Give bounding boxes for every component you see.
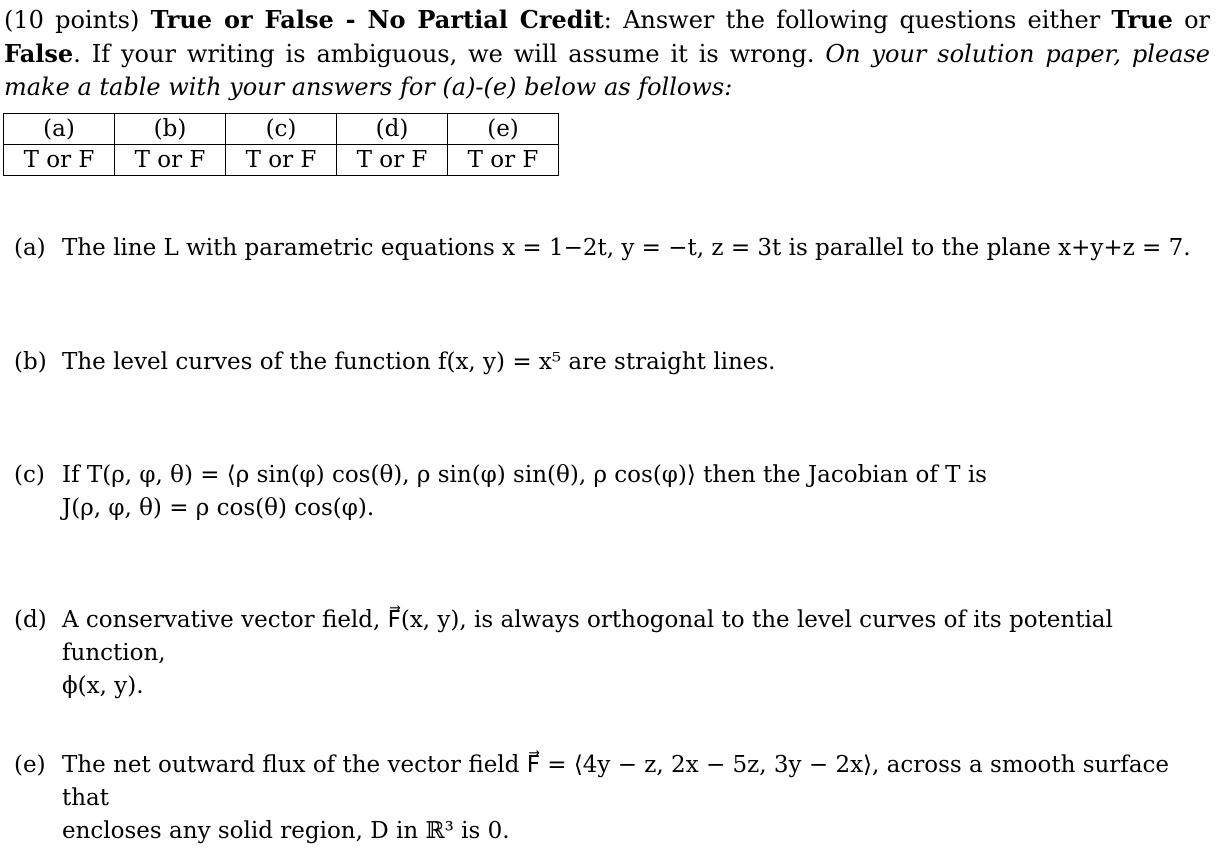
true-keyword: True [1111, 5, 1173, 34]
question-d [14, 604, 1206, 703]
instructions-paragraph [4, 3, 1210, 104]
question-text-continued: ϕ(x, y). [62, 673, 144, 699]
question-label: (c) [14, 462, 45, 488]
ambiguity-warning: . If your writing is ambiguous, we will assume it is wrong. [73, 40, 815, 68]
answer-table-cell: T or F [448, 145, 559, 176]
answer-table-cell: T or F [4, 145, 115, 176]
table-instructions: On your solution paper, please make a table with your answers for (a)-(e) below as follows: [4, 40, 1210, 101]
question-label: (b) [14, 349, 47, 375]
answer-table-header: (e) [448, 114, 559, 145]
section-title: True or False - No Partial Credit [150, 5, 604, 34]
answer-table-cell: T or F [337, 145, 448, 176]
answer-table-header: (c) [226, 114, 337, 145]
question-c [14, 459, 1206, 525]
question-text: The net outward flux of the vector field F⃗ = ⟨4y − z, 2x − 5z, 3y − 2x⟩, across a smooth surface that [62, 752, 1170, 811]
question-e [14, 749, 1206, 848]
false-keyword: False [4, 39, 74, 68]
answer-table [3, 113, 559, 176]
question-a [14, 232, 1206, 265]
answer-table-header: (a) [4, 114, 115, 145]
question-text: A conservative vector field, F⃗(x, y), is always orthogonal to the level curves of its potential function, [62, 607, 1113, 666]
answer-table-cell: T or F [115, 145, 226, 176]
instructions-text: : Answer the following questions either [603, 6, 1112, 34]
answer-table-cell: T or F [226, 145, 337, 176]
question-text-continued: encloses any solid region, D in ℝ³ is 0. [62, 818, 510, 844]
question-text: The line L with parametric equations x = 1−2t, y = −t, z = 3t is parallel to the plane x+y+z = 7. [62, 235, 1191, 261]
answer-table-header: (d) [337, 114, 448, 145]
question-text: If T(ρ, φ, θ) = ⟨ρ sin(φ) cos(θ), ρ sin(φ) sin(θ), ρ cos(φ)⟩ then the Jacobian of T is [62, 462, 987, 488]
answer-table-header-row [4, 114, 559, 145]
question-label: (d) [14, 607, 47, 633]
question-text-continued: J(ρ, φ, θ) = ρ cos(θ) cos(φ). [62, 495, 375, 521]
or-text: or [1172, 6, 1210, 34]
question-label: (e) [14, 752, 46, 778]
question-text: The level curves of the function f(x, y) = x⁵ are straight lines. [62, 349, 776, 375]
answer-table-row [4, 145, 559, 176]
question-label: (a) [14, 235, 46, 261]
answer-table-header: (b) [115, 114, 226, 145]
question-b [14, 346, 1206, 379]
points-label: (10 points) [4, 6, 140, 34]
